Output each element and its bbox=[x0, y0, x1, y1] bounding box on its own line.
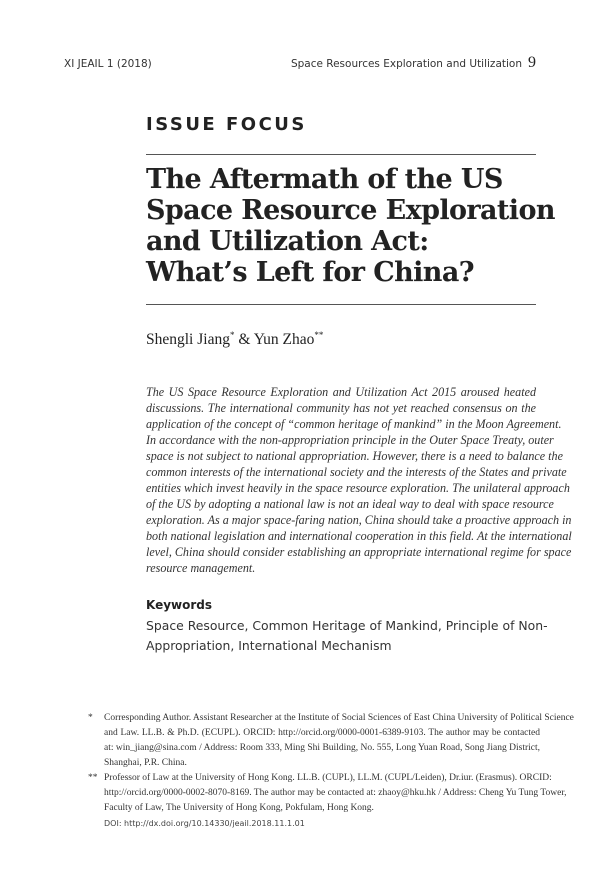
title-line: What’s Left for China? bbox=[146, 257, 474, 288]
footnotes bbox=[88, 711, 574, 831]
abstract-line: both national legislation and international cooperation in this field. At the international bbox=[146, 529, 572, 543]
footnote bbox=[88, 771, 567, 816]
abstract-line: of the US by adopting a national law is not an ideal way to deal with space resource bbox=[146, 497, 554, 511]
abstract-line: level, China should consider establishing an appropriate international regime for space bbox=[146, 545, 572, 559]
running-header bbox=[64, 54, 536, 72]
author-name: Yun Zhao bbox=[253, 331, 315, 349]
keywords-line: Appropriation, International Mechanism bbox=[146, 638, 392, 653]
running-title-group bbox=[291, 54, 536, 72]
title-bottom-rule bbox=[146, 304, 536, 305]
footnote-line: http://orcid.org/0000-0002-8070-8169. The author may be contacted at: zhaoy@hku.hk / Address: Cheng Yu Tung Tower, bbox=[104, 788, 567, 798]
abstract-line: common interests of the international society and the interests of the States and private bbox=[146, 465, 567, 479]
abstract bbox=[146, 384, 572, 576]
keywords-line: Space Resource, Common Heritage of Mankind, Principle of Non- bbox=[146, 618, 548, 633]
footnote-marker[interactable]: * bbox=[229, 330, 235, 340]
abstract-line: In accordance with the non-appropriation principle in the Outer Space Treaty, outer bbox=[146, 433, 554, 447]
footnote-line: Professor of Law at the University of Hong Kong. LL.B. (CUPL), LL.M. (CUPL/Leiden), Dr.iur. (Erasmus). ORCID: bbox=[104, 773, 552, 783]
footnote-mark: * bbox=[88, 713, 93, 723]
title-line: The Aftermath of the US bbox=[146, 164, 503, 195]
page-number: 9 bbox=[528, 54, 536, 71]
running-title: Space Resources Exploration and Utilization bbox=[290, 58, 522, 70]
footnote-mark: ** bbox=[88, 773, 98, 783]
abstract-line: resource management. bbox=[146, 561, 256, 575]
doi-link[interactable]: DOI: http://dx.doi.org/10.14330/jeail.2018.11.1.01 bbox=[104, 819, 305, 828]
keywords-heading: Keywords bbox=[146, 598, 213, 612]
article-title bbox=[146, 164, 555, 288]
footnote-marker[interactable]: ** bbox=[314, 330, 324, 340]
title-line: and Utilization Act: bbox=[146, 226, 429, 257]
title-line: Space Resource Exploration bbox=[146, 195, 555, 226]
section-label: ISSUE FOCUS bbox=[146, 114, 307, 135]
footnote-line: at: win_jiang@sina.com / Address: Room 333, Ming Shi Building, No. 555, Long Yuan Road, Song Jiang District, bbox=[104, 743, 540, 753]
abstract-line: exploration. As a major space-faring nation, China should take a proactive approach in bbox=[146, 513, 572, 527]
author-line bbox=[146, 330, 323, 349]
author-name: Shengli Jiang bbox=[146, 331, 230, 349]
abstract-line: entities which invest heavily in the space resource exploration. The unilateral approach bbox=[146, 481, 570, 495]
footnote bbox=[88, 711, 574, 771]
footnote-line: Shanghai, P.R. China. bbox=[104, 758, 187, 768]
keywords-list bbox=[146, 616, 548, 656]
footnote-line: and Law. LL.B. & Ph.D. (ECUPL). ORCID: http://orcid.org/0000-0001-6389-9103. The author may be contacted bbox=[104, 728, 540, 738]
abstract-line: application of the concept of “common heritage of mankind” in the Moon Agreement. bbox=[146, 417, 562, 431]
author-separator: & bbox=[234, 331, 254, 349]
footnote-line: Faculty of Law, The University of Hong Kong, Pokfulam, Hong Kong. bbox=[104, 803, 374, 813]
footnote-line: Corresponding Author. Assistant Researcher at the Institute of Social Sciences of East China University of Political Science bbox=[104, 713, 574, 723]
abstract-line: The US Space Resource Exploration and Utilization Act 2015 aroused heated bbox=[146, 385, 536, 399]
abstract-line: discussions. The international community has not yet reached consensus on the bbox=[146, 401, 536, 415]
title-top-rule bbox=[146, 154, 536, 155]
abstract-line: space is not subject to national appropriation. However, there is a need to balance the bbox=[146, 449, 563, 463]
journal-citation: XI JEAIL 1 (2018) bbox=[64, 58, 152, 70]
